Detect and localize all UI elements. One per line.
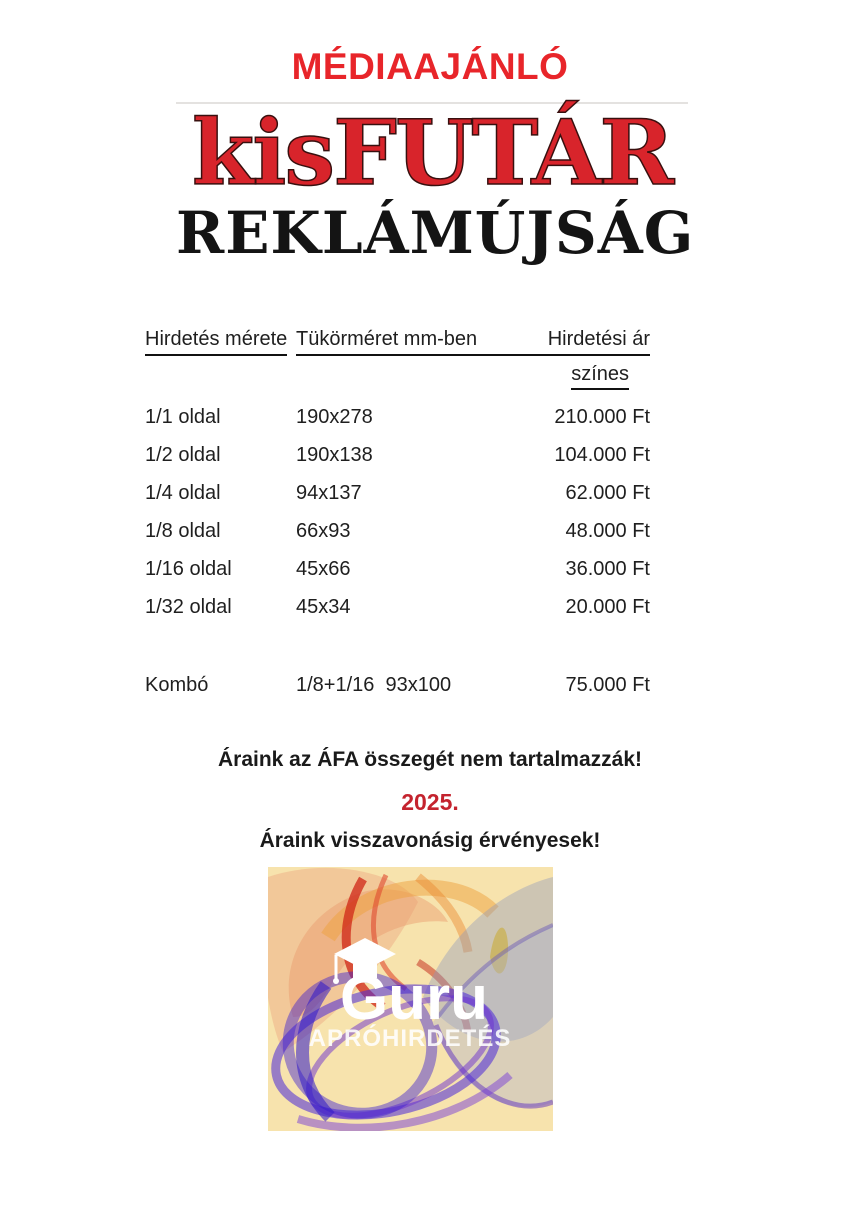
mirror-size-cell: 45x66	[296, 557, 351, 580]
table-row	[145, 588, 650, 626]
price-cell: 36.000 Ft	[565, 557, 650, 580]
mirror-size-cell: 94x137	[296, 481, 362, 504]
year-label: 2025.	[401, 789, 459, 815]
mirror-size-cell: 45x34	[296, 595, 351, 618]
price-cell: 75.000 Ft	[565, 673, 650, 696]
guru-subtitle-text: APRÓHIRDETÉS	[308, 1025, 512, 1052]
guru-artwork	[268, 867, 553, 1131]
kisfutar-logo-wordmark	[176, 100, 688, 206]
table-row	[145, 550, 650, 588]
price-cell: 20.000 Ft	[565, 595, 650, 618]
kisfutar-logo	[176, 100, 695, 267]
header-mirror-and-price	[296, 328, 650, 356]
mirror-size-cell: 1/8+1/16 93x100	[296, 673, 452, 696]
ad-size-cell: 1/32 oldal	[145, 595, 232, 618]
ad-size-cell: 1/4 oldal	[145, 481, 221, 504]
table-header-row	[145, 328, 650, 356]
logo-kis-text: kis	[191, 100, 334, 206]
table-body	[145, 398, 650, 704]
ad-size-cell: Kombó	[145, 673, 209, 696]
ad-size-cell: 1/8 oldal	[145, 519, 221, 542]
logo-futar-text: FUTÁR	[333, 100, 673, 206]
header-mirror-size: Tükörméret mm-ben	[296, 328, 478, 350]
table-row	[145, 436, 650, 474]
price-cell: 210.000 Ft	[554, 405, 650, 428]
table-subheader-row	[145, 363, 650, 390]
price-cell: 104.000 Ft	[554, 443, 650, 466]
price-table	[145, 328, 650, 704]
table-row	[145, 398, 650, 436]
table-row	[145, 474, 650, 512]
guru-brand-text: Guru	[339, 964, 489, 1033]
table-row	[145, 512, 650, 550]
ad-size-cell: 1/1 oldal	[145, 405, 221, 428]
ad-size-cell: 1/2 oldal	[145, 443, 221, 466]
table-row-combo	[145, 666, 650, 704]
mirror-size-cell: 66x93	[296, 519, 351, 542]
ad-size-cell: 1/16 oldal	[145, 557, 232, 580]
header-color-label: színes	[571, 363, 629, 390]
vat-note: Áraink az ÁFA összegét nem tartalmazzák!	[217, 748, 643, 771]
header-ad-price: Hirdetési ár	[547, 328, 650, 350]
price-cell: 62.000 Ft	[565, 481, 650, 504]
mirror-size-cell: 190x278	[296, 405, 373, 428]
logo-reklamujsag-text: REKLÁMÚJSÁG	[176, 198, 695, 267]
guru-aprohirdetes-image	[268, 867, 553, 1131]
price-cell: 48.000 Ft	[565, 519, 650, 542]
mirror-size-cell: 190x138	[296, 443, 373, 466]
page-title: MÉDIAAJÁNLÓ	[291, 46, 569, 87]
validity-note: Áraink visszavonásig érvényesek!	[259, 829, 601, 852]
header-ad-size: Hirdetés mérete	[145, 328, 296, 356]
